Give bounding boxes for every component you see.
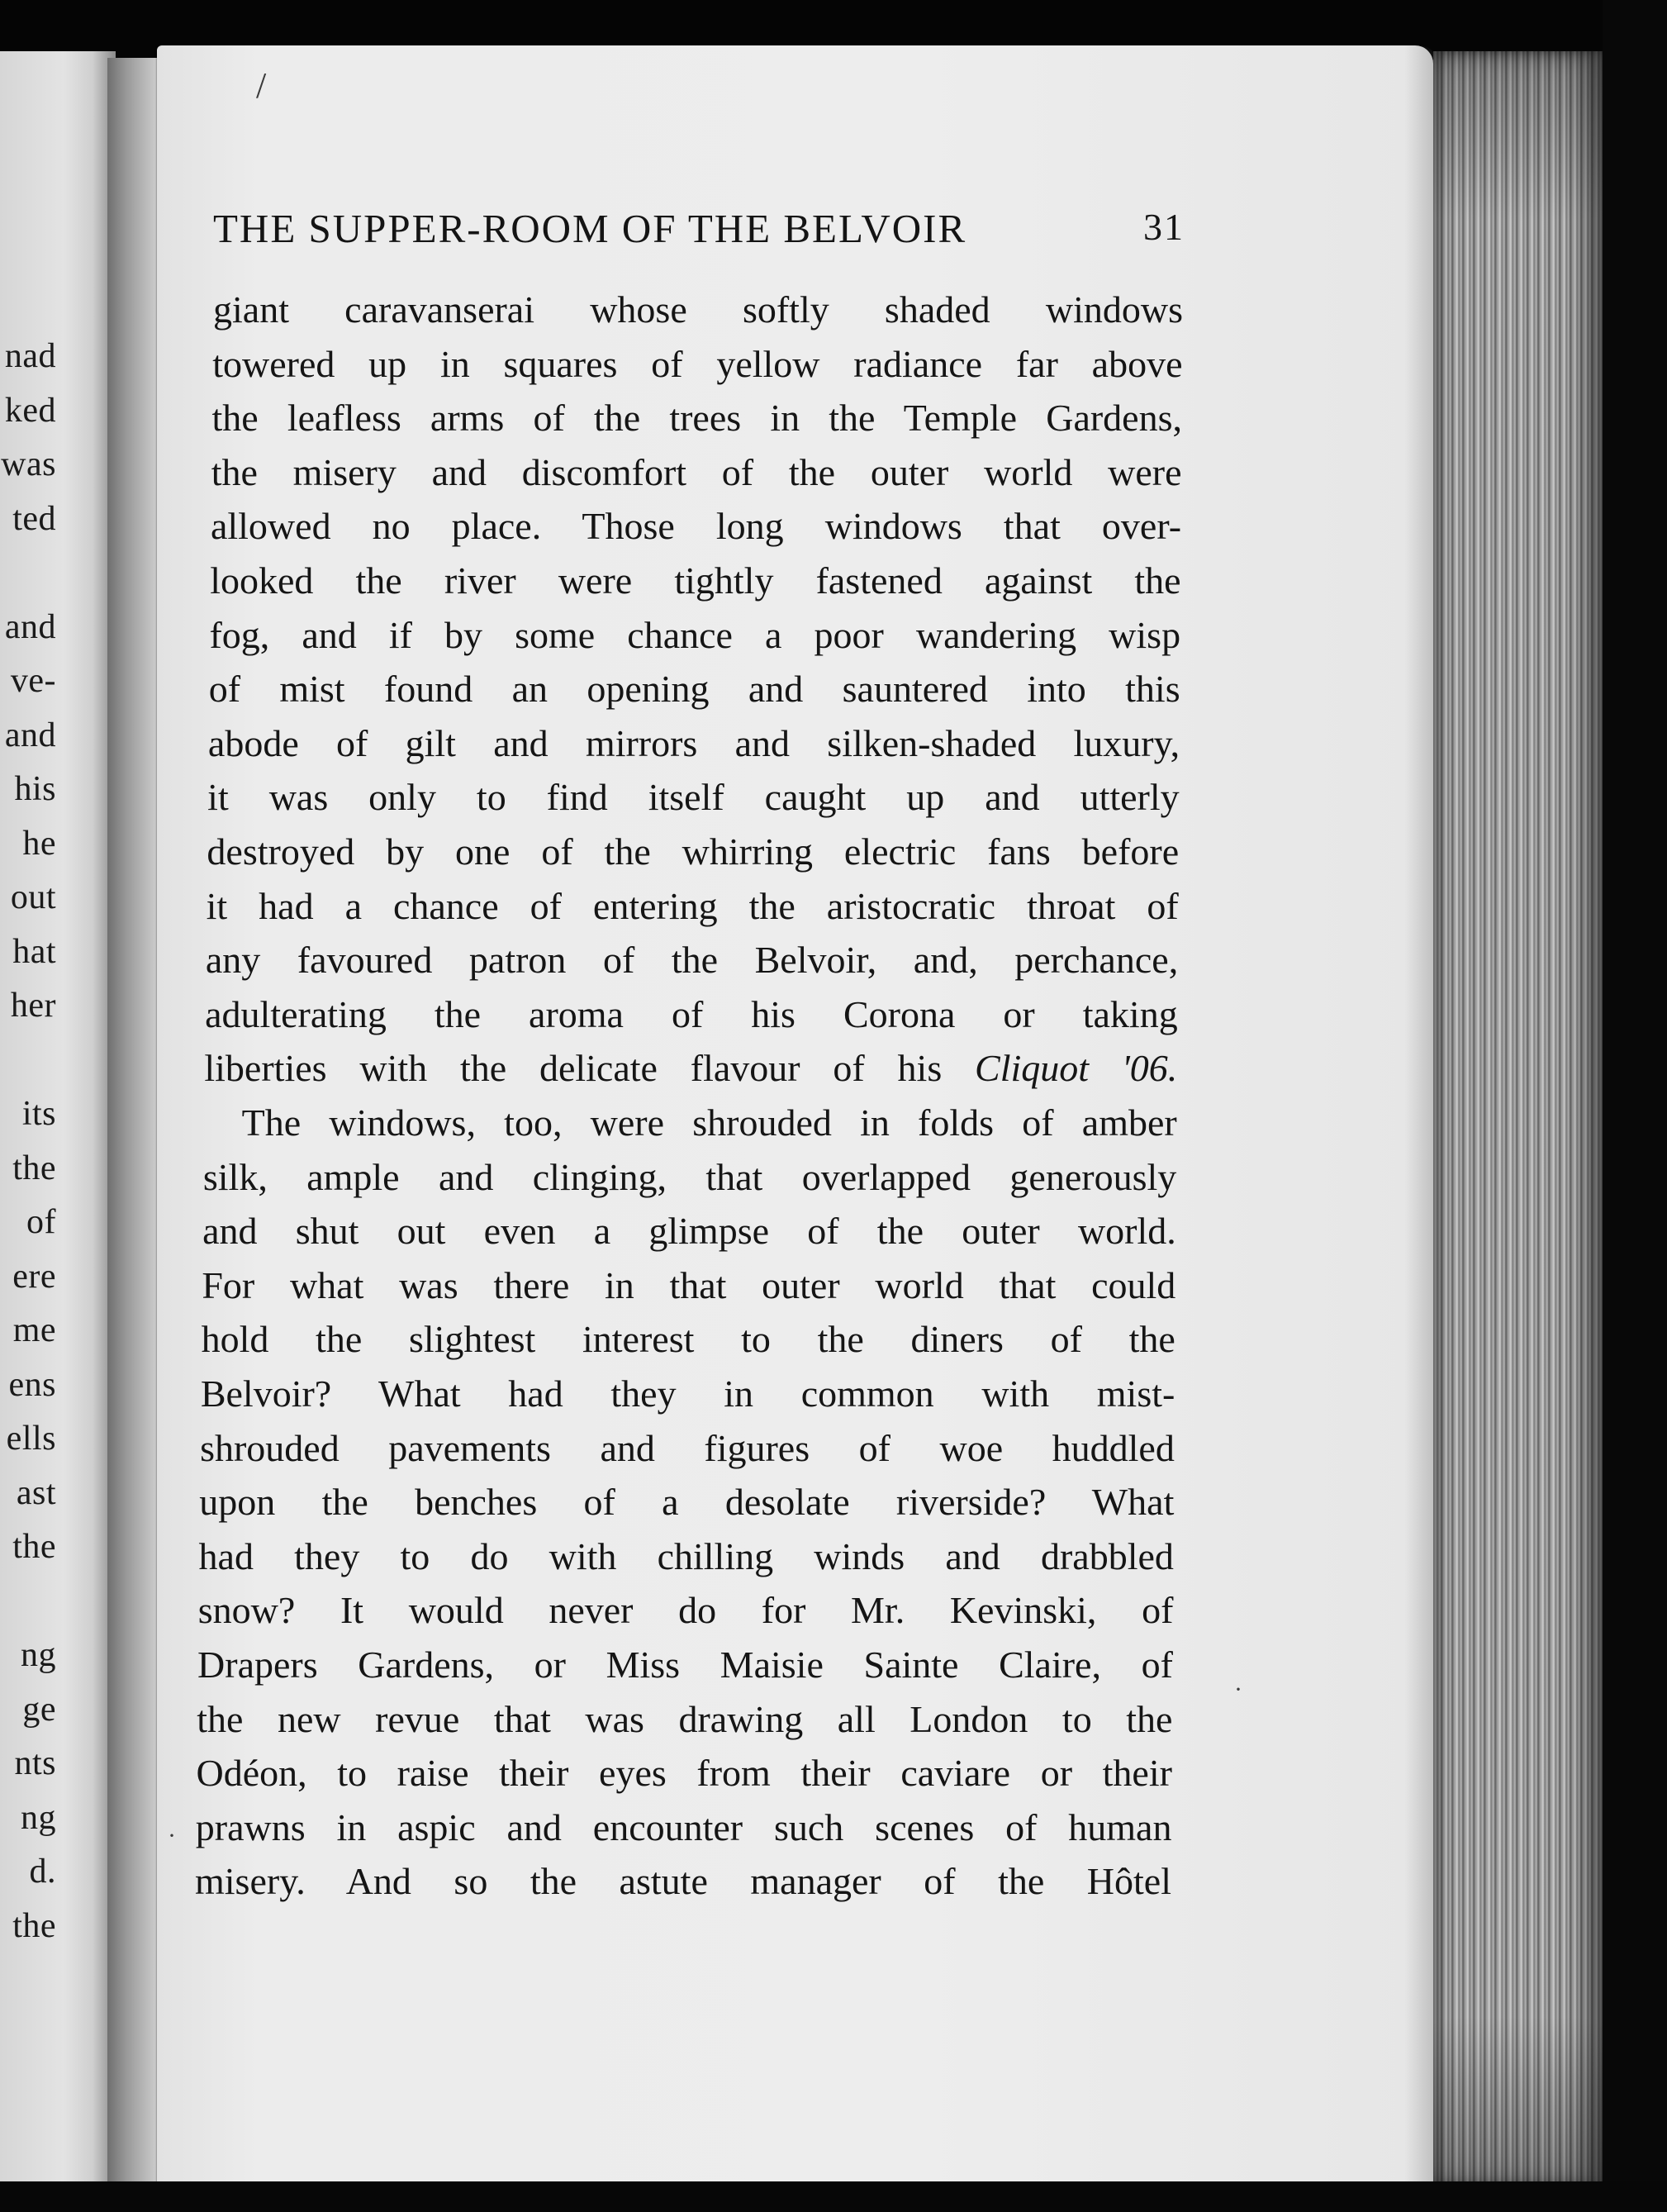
- body-line-text: The windows, too, were shrouded in folds of amber: [241, 1101, 1177, 1144]
- body-line-text: shrouded pavements and figures of woe huddled: [200, 1426, 1175, 1469]
- body-line-text: towered up in squares of yellow radiance far above: [212, 342, 1183, 385]
- body-line: [205, 992, 1178, 1035]
- facing-page-fragment: ng: [21, 1798, 56, 1837]
- body-line: [195, 1805, 1172, 1848]
- facing-page-fragment: ere: [12, 1257, 56, 1296]
- body-line: [204, 1047, 1178, 1090]
- body-line-text: had they to do with chilling winds and drabbled: [198, 1534, 1174, 1577]
- body-line: [205, 939, 1179, 982]
- facing-page-fragment: he: [22, 824, 56, 863]
- body-line: [197, 1646, 1173, 1684]
- facing-page-fragment: out: [10, 878, 56, 916]
- body-line-text: adulterating the aroma of his Corona or taking: [205, 992, 1178, 1035]
- chapter-title: THE SUPPER-ROOM OF THE BELVOIR: [213, 206, 967, 251]
- page-number: 31: [1143, 206, 1185, 248]
- body-line-text: Odéon, to raise their eyes from their caviare or their: [196, 1752, 1172, 1795]
- body-line-text: looked the river were tightly fastened against the: [210, 559, 1181, 602]
- body-line-text: hold the slightest interest to the diners of the: [201, 1318, 1175, 1361]
- body-line: [213, 288, 1183, 331]
- body-line: [211, 450, 1182, 493]
- body-line-text: prawns in aspic and encounter such scenes of human: [195, 1805, 1172, 1848]
- body-line: [197, 1589, 1174, 1632]
- facing-page-fragment: ast: [16, 1473, 56, 1512]
- body-line: [199, 1481, 1175, 1524]
- italic-phrase: Cliquot '06.: [975, 1047, 1178, 1090]
- body-line-text: silk, ample and clinging, that overlapped generously: [202, 1155, 1177, 1198]
- body-line: [202, 1210, 1176, 1253]
- facing-page-fragment: her: [10, 987, 56, 1025]
- facing-page-fragment: the: [12, 1149, 56, 1187]
- body-line-text: it was only to find itself caught up and utterly: [207, 776, 1180, 819]
- page-dot: ·: [1234, 1676, 1242, 1703]
- body-line-text: fog, and if by some chance a poor wandering wisp: [209, 613, 1181, 656]
- page-edge-shadow: [1404, 45, 1437, 2190]
- body-line-text: and shut out even a glimpse of the outer world.: [202, 1210, 1176, 1253]
- body-line-text: upon the benches of a desolate riverside? What: [199, 1481, 1175, 1524]
- facing-page-fragment: ells: [6, 1420, 56, 1458]
- facing-page-fragment: and: [4, 607, 56, 646]
- facing-page-fragment: nad: [4, 337, 56, 375]
- facing-page-fragment: his: [14, 770, 56, 808]
- body-line: [210, 505, 1182, 548]
- body-line: [200, 1372, 1175, 1415]
- body-line-text: the new revue that was drawing all London to the: [197, 1697, 1173, 1740]
- facing-page-fragment: me: [12, 1311, 56, 1349]
- body-line: [202, 1155, 1177, 1198]
- body-line: [196, 1752, 1172, 1795]
- body-line: [212, 342, 1183, 385]
- body-line: [197, 1697, 1173, 1740]
- body-line-text: misery. And so the astute manager of the Hôtel: [195, 1860, 1171, 1903]
- scan-frame-bottom: [0, 2181, 1667, 2212]
- body-line-text: Belvoir? What had they in common with mist-: [200, 1372, 1175, 1415]
- facing-page-fragment: ng: [21, 1636, 56, 1674]
- facing-page-fragment: ked: [4, 391, 56, 430]
- body-line-text: allowed no place. Those long windows that over-: [210, 505, 1182, 548]
- body-line-text: For what was there in that outer world that could: [202, 1263, 1176, 1306]
- facing-page-fragment: nts: [14, 1744, 56, 1782]
- facing-page-fragment: ted: [12, 499, 56, 538]
- body-line-text: of mist found an opening and sauntered into this: [208, 668, 1180, 711]
- body-line: [207, 776, 1180, 819]
- body-line: [207, 721, 1180, 764]
- body-line: [201, 1318, 1175, 1361]
- facing-page-fragment: hat: [12, 932, 56, 971]
- facing-page-fragment: d.: [29, 1853, 56, 1891]
- facing-page-fragment: was: [1, 445, 56, 483]
- facing-page-fragment: the: [12, 1906, 56, 1945]
- facing-page-fragment: of: [26, 1203, 56, 1241]
- body-line-text: any favoured patron of the Belvoir, and, perchance,: [205, 939, 1179, 982]
- body-line: [195, 1860, 1171, 1903]
- body-line-text: destroyed by one of the whirring electric fans before: [207, 830, 1180, 873]
- facing-page-left: [0, 51, 116, 2183]
- body-line-text: Drapers Gardens, or Miss Maisie Sainte Claire, of: [197, 1644, 1173, 1686]
- body-line-text: it had a chance of entering the aristocratic throat of: [206, 884, 1179, 927]
- body-line: [206, 884, 1179, 927]
- body-line: [198, 1534, 1174, 1577]
- body-line: [208, 668, 1180, 711]
- body-line: [210, 559, 1181, 602]
- body-line: [200, 1426, 1175, 1469]
- body-line: [202, 1263, 1176, 1306]
- facing-page-fragment: its: [21, 1095, 56, 1133]
- body-line-text: snow? It would never do for Mr. Kevinski, of: [197, 1589, 1174, 1632]
- body-line-text: liberties with the delicate flavour of his: [204, 1047, 976, 1090]
- facing-page-fragment: ve-: [10, 662, 56, 700]
- fore-edge-shadow: [1433, 51, 1603, 2187]
- facing-page-fragment: ge: [22, 1690, 56, 1729]
- pencil-mark: /: [256, 65, 267, 106]
- facing-page-fragment: and: [4, 716, 56, 754]
- body-line: [209, 613, 1181, 656]
- facing-page-fragment: the: [12, 1528, 56, 1566]
- scan-frame-right: [1603, 0, 1667, 2212]
- body-line-text: the misery and discomfort of the outer world were: [211, 450, 1182, 493]
- running-head: [213, 205, 1185, 254]
- body-line: [211, 397, 1183, 440]
- body-line-text: giant caravanserai whose softly shaded windows: [213, 288, 1183, 331]
- margin-dot: ·: [168, 1822, 176, 1849]
- body-line: [241, 1101, 1177, 1144]
- body-line: [207, 830, 1180, 873]
- body-line-text: abode of gilt and mirrors and silken-shaded luxury,: [207, 721, 1180, 764]
- body-line-text: the leafless arms of the trees in the Temple Gardens,: [211, 397, 1183, 440]
- facing-page-fragment: ens: [8, 1365, 56, 1404]
